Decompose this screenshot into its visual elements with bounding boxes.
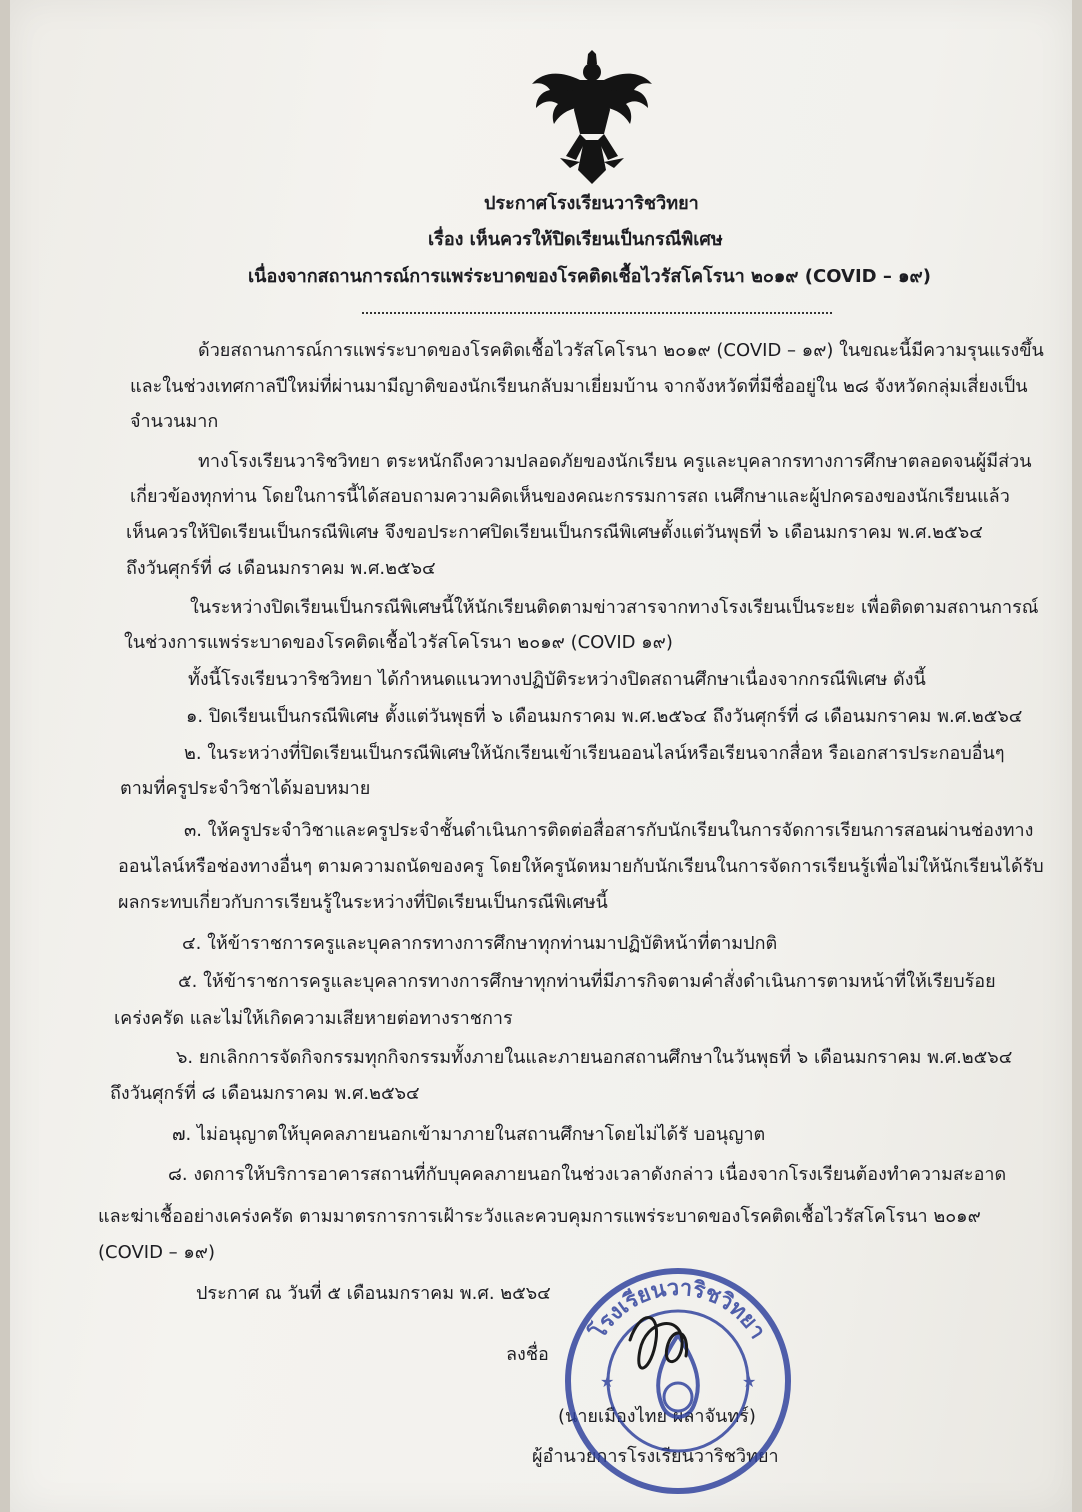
paragraph-4-line-1: ทั้งนี้โรงเรียนวาริชวิทยา ได้กำหนดแนวทางปฏิบัติระหว่างปิดสถานศึกษาเนื่องจากกรณีพิเศษ ดังนี้	[188, 669, 926, 690]
paragraph-1-line-1: ด้วยสถานการณ์การแพร่ระบาดของโรคติดเชื้อไวรัสโคโรนา ๒๐๑๙ (COVID – ๑๙) ในขณะนี้มีความรุนแรงขึ้น	[198, 340, 1044, 361]
item-4-line-1: ๔. ให้ข้าราชการครูและบุคลากรทางการศึกษาทุกท่านมาปฏิบัติหน้าที่ตามปกติ	[182, 933, 778, 954]
header-reason: เนื่องจากสถานการณ์การแพร่ระบาดของโรคติดเชื้อไวรัสโคโรนา ๒๐๑๙ (COVID – ๑๙)	[248, 266, 931, 287]
item-6-line-1: ๖. ยกเลิกการจัดกิจกรรมทุกกิจกรรมทั้งภายในและภายนอกสถานศึกษาในวันพุธที่ ๖ เดือนมกราคม พ.ศ.๒๕๖๔	[176, 1047, 1013, 1068]
header-subject: เรื่อง เห็นควรให้ปิดเรียนเป็นกรณีพิเศษ	[428, 229, 723, 250]
header-title: ประกาศโรงเรียนวาริชวิทยา	[484, 193, 699, 214]
paragraph-2-line-1: ทางโรงเรียนวาริชวิทยา ตระหนักถึงความปลอดภัยของนักเรียน ครูและบุคลากรทางการศึกษาตลอดจนผู้มีส่วน	[198, 451, 1032, 472]
paragraph-2-line-4: ถึงวันศุกร์ที่ ๘ เดือนมกราคม พ.ศ.๒๕๖๔	[126, 558, 436, 579]
item-8-line-1: ๘. งดการให้บริการอาคารสถานที่กับบุคคลภายนอกในช่วงเวลาดังกล่าว เนื่องจากโรงเรียนต้องทำความสะอาด	[168, 1164, 1007, 1185]
signer-name: (นายเมืองไทย ผลาจันทร์)	[558, 1406, 756, 1427]
item-7-line-1: ๗. ไม่อนุญาตให้บุคคลภายนอกเข้ามาภายในสถานศึกษาโดยไม่ได้รั บอนุญาต	[172, 1124, 766, 1145]
item-5-line-2: เคร่งครัด และไม่ให้เกิดความเสียหายต่อทางราชการ	[114, 1008, 513, 1029]
divider	[362, 312, 832, 314]
item-2-line-1: ๒. ในระหว่างที่ปิดเรียนเป็นกรณีพิเศษให้นักเรียนเข้าเรียนออนไลน์หรือเรียนจากสื่อห รือเอกสารประกอบอื่นๆ	[184, 743, 1005, 764]
document-page	[10, 0, 1072, 1512]
sign-label: ลงชื่อ	[506, 1344, 549, 1365]
paragraph-1-line-3: จำนวนมาก	[130, 411, 219, 432]
item-3-line-3: ผลกระทบเกี่ยวกับการเรียนรู้ในระหว่างที่ปิดเรียนเป็นกรณีพิเศษนี้	[118, 892, 608, 913]
paragraph-1-line-2: และในช่วงเทศกาลปีใหม่ที่ผ่านมามีญาติของนักเรียนกลับมาเยี่ยมบ้าน จากจังหวัดที่มีชื่ออยู่ใน ๒๘ จังหวัดกลุ่มเสี่ยงเป็น	[130, 376, 1028, 397]
paragraph-2-line-2: เกี่ยวข้องทุกท่าน โดยในการนี้ได้สอบถามความคิดเห็นของคณะกรรมการสถ เนศึกษาและผู้ปกครองของนักเรียนแล้ว	[130, 486, 1010, 507]
item-3-line-1: ๓. ให้ครูประจำวิชาและครูประจำชั้นดำเนินการติดต่อสื่อสารกับนักเรียนในการจัดการเรียนการสอนผ่านช่องทาง	[184, 820, 1034, 841]
item-3-line-2: ออนไลน์หรือช่องทางอื่นๆ ตามความถนัดของครู โดยให้ครูนัดหมายกับนักเรียนในการจัดการเรียนรู้เพื่อไม่ให้นักเรียนได้รับ	[118, 856, 1044, 877]
announce-date: ประกาศ ณ วันที่ ๕ เดือนมกราคม พ.ศ. ๒๕๖๔	[196, 1283, 551, 1304]
seal-text: โรงเรียนวาริชวิทยา	[585, 1275, 771, 1344]
item-5-line-1: ๕. ให้ข้าราชการครูและบุคลากรทางการศึกษาทุกท่านที่มีภารกิจตามคำสั่งดำเนินการตามหน้าที่ให้เรียบร้อย	[178, 971, 996, 992]
item-1-line-1: ๑. ปิดเรียนเป็นกรณีพิเศษ ตั้งแต่วันพุธที่ ๖ เดือนมกราคม พ.ศ.๒๕๖๔ ถึงวันศุกร์ที่ ๘ เดือนมกราคม พ.ศ.๒๕๖๔	[186, 706, 1023, 727]
signer-position: ผู้อำนวยการโรงเรียนวาริชวิทยา	[532, 1446, 779, 1467]
svg-text:★: ★	[600, 1372, 615, 1391]
garuda-emblem-icon	[530, 50, 654, 184]
item-6-line-2: ถึงวันศุกร์ที่ ๘ เดือนมกราคม พ.ศ.๒๕๖๔	[110, 1083, 420, 1104]
paragraph-2-line-3: เห็นควรให้ปิดเรียนเป็นกรณีพิเศษ จึงขอประกาศปิดเรียนเป็นกรณีพิเศษตั้งแต่วันพุธที่ ๖ เดือนมกราคม พ.ศ.๒๕๖๔	[126, 522, 983, 543]
paragraph-3-line-1: ในระหว่างปิดเรียนเป็นกรณีพิเศษนี้ให้นักเรียนติดตามข่าวสารจากทางโรงเรียนเป็นระยะ เพื่อติดตามสถานการณ์	[190, 597, 1039, 618]
item-8-line-3: (COVID – ๑๙)	[98, 1242, 215, 1263]
paragraph-3-line-2: ในช่วงการแพร่ระบาดของโรคติดเชื้อไวรัสโคโรนา ๒๐๑๙ (COVID ๑๙)	[124, 632, 673, 653]
item-8-line-2: และฆ่าเชื้ออย่างเคร่งครัด ตามมาตรการการเฝ้าระวังและควบคุมการแพร่ระบาดของโรคติดเชื้อไวรัสโคโรนา ๒๐๑๙	[98, 1206, 981, 1227]
svg-text:★: ★	[742, 1372, 757, 1391]
item-2-line-2: ตามที่ครูประจำวิชาได้มอบหมาย	[120, 778, 371, 799]
handwritten-signature	[620, 1300, 700, 1390]
